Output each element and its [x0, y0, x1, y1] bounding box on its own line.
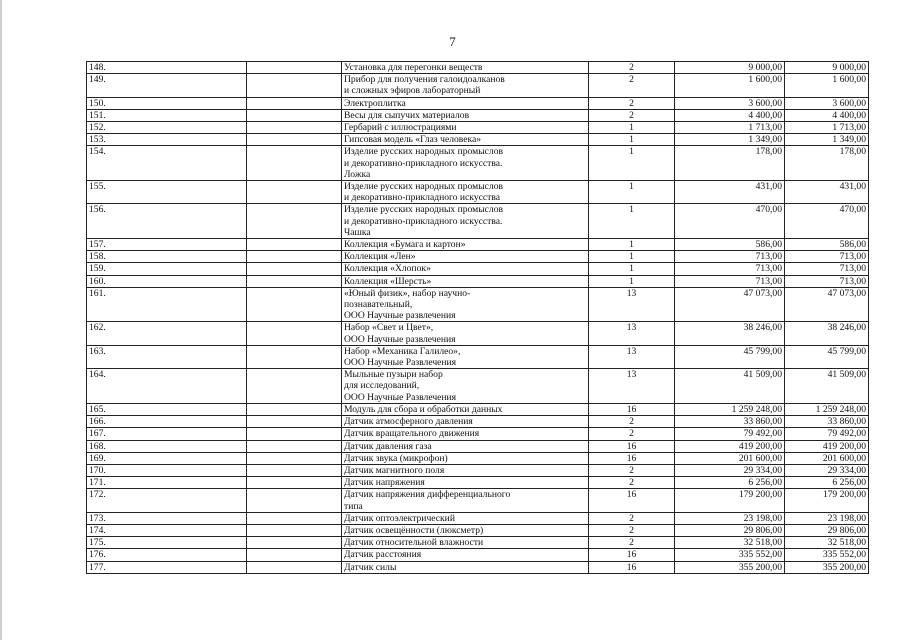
unit-price-cell: 29 806,00 [675, 524, 785, 536]
row-number-cell: 159. [87, 263, 247, 275]
quantity-cell: 1 [589, 134, 675, 146]
page-number: 7 [449, 34, 456, 49]
row-number-cell: 168. [87, 440, 247, 452]
row-number-cell: 167. [87, 428, 247, 440]
row-number-cell: 157. [87, 239, 247, 251]
table-row [87, 440, 869, 452]
unit-price-cell: 1 600,00 [675, 74, 785, 97]
empty-cell [247, 464, 342, 476]
row-number-cell: 158. [87, 251, 247, 263]
unit-price-cell: 201 600,00 [675, 452, 785, 464]
empty-cell [247, 403, 342, 415]
row-number-cell: 172. [87, 489, 247, 512]
empty-cell [247, 287, 342, 322]
quantity-cell: 2 [589, 109, 675, 121]
unit-price-cell: 335 552,00 [675, 549, 785, 561]
total-cost-cell: 355 200,00 [785, 561, 869, 573]
table-row [87, 561, 869, 573]
unit-price-cell: 713,00 [675, 275, 785, 287]
empty-cell [247, 74, 342, 97]
unit-price-cell: 32 518,00 [675, 537, 785, 549]
total-cost-cell: 41 509,00 [785, 369, 869, 404]
total-cost-cell: 713,00 [785, 275, 869, 287]
unit-price-cell: 33 860,00 [675, 416, 785, 428]
row-number-cell: 154. [87, 146, 247, 181]
item-name-cell: Весы для сыпучих материалов [342, 109, 589, 121]
quantity-cell: 13 [589, 345, 675, 368]
row-number-cell: 163. [87, 345, 247, 368]
empty-cell [247, 428, 342, 440]
empty-cell [247, 134, 342, 146]
quantity-cell: 16 [589, 549, 675, 561]
quantity-cell: 2 [589, 416, 675, 428]
total-cost-cell: 1 600,00 [785, 74, 869, 97]
table-row [87, 287, 869, 322]
item-name-cell: Гербарий с иллюстрациями [342, 122, 589, 134]
item-name-cell: Коллекция «Шерсть» [342, 275, 589, 287]
item-name-cell: Установка для перегонки веществ [342, 62, 589, 74]
empty-cell [247, 549, 342, 561]
empty-cell [247, 239, 342, 251]
total-cost-cell: 4 400,00 [785, 109, 869, 121]
item-name-cell: Мыльные пузыри набор для исследований, ООО Научные Развлечения [342, 369, 589, 404]
table-row [87, 275, 869, 287]
table-row [87, 239, 869, 251]
quantity-cell: 13 [589, 322, 675, 345]
quantity-cell: 16 [589, 452, 675, 464]
row-number-cell: 150. [87, 97, 247, 109]
quantity-cell: 13 [589, 369, 675, 404]
row-number-cell: 155. [87, 181, 247, 204]
unit-price-cell: 1 349,00 [675, 134, 785, 146]
item-name-cell: Модуль для сбора и обработки данных [342, 403, 589, 415]
empty-cell [247, 204, 342, 239]
empty-cell [247, 524, 342, 536]
table-row [87, 537, 869, 549]
table-row [87, 109, 869, 121]
empty-cell [247, 97, 342, 109]
unit-price-cell: 355 200,00 [675, 561, 785, 573]
empty-cell [247, 416, 342, 428]
total-cost-cell: 586,00 [785, 239, 869, 251]
quantity-cell: 2 [589, 477, 675, 489]
table-row [87, 134, 869, 146]
total-cost-cell: 23 198,00 [785, 512, 869, 524]
row-number-cell: 177. [87, 561, 247, 573]
item-name-cell: Коллекция «Хлопок» [342, 263, 589, 275]
item-name-cell: Набор «Свет и Цвет», ООО Научные развлечения [342, 322, 589, 345]
quantity-cell: 2 [589, 74, 675, 97]
quantity-cell: 2 [589, 428, 675, 440]
table-row [87, 549, 869, 561]
quantity-cell: 1 [589, 204, 675, 239]
total-cost-cell: 470,00 [785, 204, 869, 239]
total-cost-cell: 29 806,00 [785, 524, 869, 536]
item-name-cell: Изделие русских народных промыслов и декоративно-прикладного искусства. Чашка [342, 204, 589, 239]
table-row [87, 322, 869, 345]
total-cost-cell: 1 349,00 [785, 134, 869, 146]
row-number-cell: 176. [87, 549, 247, 561]
item-name-cell: Изделие русских народных промыслов и декоративно-прикладного искусства [342, 181, 589, 204]
total-cost-cell: 29 334,00 [785, 464, 869, 476]
unit-price-cell: 470,00 [675, 204, 785, 239]
row-number-cell: 165. [87, 403, 247, 415]
table-row [87, 428, 869, 440]
item-name-cell: Датчик оптоэлектрический [342, 512, 589, 524]
quantity-cell: 1 [589, 181, 675, 204]
item-name-cell: Датчик вращательного движения [342, 428, 589, 440]
item-name-cell: Коллекция «Бумага и картон» [342, 239, 589, 251]
total-cost-cell: 419 200,00 [785, 440, 869, 452]
quantity-cell: 2 [589, 512, 675, 524]
empty-cell [247, 477, 342, 489]
row-number-cell: 149. [87, 74, 247, 97]
item-name-cell: Датчик напряжения [342, 477, 589, 489]
total-cost-cell: 45 799,00 [785, 345, 869, 368]
inventory-table [86, 61, 869, 574]
total-cost-cell: 38 246,00 [785, 322, 869, 345]
table-row [87, 477, 869, 489]
empty-cell [247, 489, 342, 512]
row-number-cell: 160. [87, 275, 247, 287]
item-name-cell: Датчик атмосферного давления [342, 416, 589, 428]
unit-price-cell: 419 200,00 [675, 440, 785, 452]
unit-price-cell: 1 259 248,00 [675, 403, 785, 415]
quantity-cell: 1 [589, 275, 675, 287]
total-cost-cell: 178,00 [785, 146, 869, 181]
quantity-cell: 1 [589, 263, 675, 275]
empty-cell [247, 263, 342, 275]
unit-price-cell: 179 200,00 [675, 489, 785, 512]
total-cost-cell: 713,00 [785, 251, 869, 263]
quantity-cell: 2 [589, 537, 675, 549]
row-number-cell: 152. [87, 122, 247, 134]
unit-price-cell: 4 400,00 [675, 109, 785, 121]
table-row [87, 97, 869, 109]
quantity-cell: 2 [589, 62, 675, 74]
quantity-cell: 16 [589, 489, 675, 512]
unit-price-cell: 79 492,00 [675, 428, 785, 440]
table-row [87, 524, 869, 536]
item-name-cell: Гипсовая модель «Глаз человека» [342, 134, 589, 146]
item-name-cell: Датчик звука (микрофон) [342, 452, 589, 464]
empty-cell [247, 322, 342, 345]
table-row [87, 122, 869, 134]
quantity-cell: 16 [589, 403, 675, 415]
quantity-cell: 13 [589, 287, 675, 322]
unit-price-cell: 713,00 [675, 251, 785, 263]
unit-price-cell: 586,00 [675, 239, 785, 251]
quantity-cell: 1 [589, 122, 675, 134]
unit-price-cell: 38 246,00 [675, 322, 785, 345]
unit-price-cell: 713,00 [675, 263, 785, 275]
unit-price-cell: 9 000,00 [675, 62, 785, 74]
total-cost-cell: 33 860,00 [785, 416, 869, 428]
table-row [87, 146, 869, 181]
quantity-cell: 1 [589, 239, 675, 251]
scan-edge [0, 0, 2, 640]
empty-cell [247, 181, 342, 204]
empty-cell [247, 122, 342, 134]
row-number-cell: 148. [87, 62, 247, 74]
item-name-cell: Датчик давления газа [342, 440, 589, 452]
item-name-cell: Датчик освещённости (люксметр) [342, 524, 589, 536]
table-row [87, 403, 869, 415]
row-number-cell: 173. [87, 512, 247, 524]
table-row [87, 181, 869, 204]
unit-price-cell: 41 509,00 [675, 369, 785, 404]
total-cost-cell: 335 552,00 [785, 549, 869, 561]
item-name-cell: Датчик относительной влажности [342, 537, 589, 549]
quantity-cell: 1 [589, 251, 675, 263]
total-cost-cell: 1 713,00 [785, 122, 869, 134]
unit-price-cell: 3 600,00 [675, 97, 785, 109]
total-cost-cell: 9 000,00 [785, 62, 869, 74]
row-number-cell: 161. [87, 287, 247, 322]
unit-price-cell: 47 073,00 [675, 287, 785, 322]
item-name-cell: Изделие русских народных промыслов и декоративно-прикладного искусства. Ложка [342, 146, 589, 181]
empty-cell [247, 62, 342, 74]
unit-price-cell: 178,00 [675, 146, 785, 181]
item-name-cell: Электроплитка [342, 97, 589, 109]
quantity-cell: 2 [589, 524, 675, 536]
item-name-cell: Датчик силы [342, 561, 589, 573]
table-row [87, 345, 869, 368]
empty-cell [247, 251, 342, 263]
total-cost-cell: 3 600,00 [785, 97, 869, 109]
total-cost-cell: 431,00 [785, 181, 869, 204]
unit-price-cell: 45 799,00 [675, 345, 785, 368]
item-name-cell: Датчик расстояния [342, 549, 589, 561]
table-row [87, 62, 869, 74]
item-name-cell: Датчик магнитного поля [342, 464, 589, 476]
item-name-cell: Прибор для получения галоидоалканов и сложных эфиров лабораторный [342, 74, 589, 97]
item-name-cell: Коллекция «Лен» [342, 251, 589, 263]
table-row [87, 416, 869, 428]
row-number-cell: 153. [87, 134, 247, 146]
unit-price-cell: 29 334,00 [675, 464, 785, 476]
empty-cell [247, 561, 342, 573]
row-number-cell: 151. [87, 109, 247, 121]
empty-cell [247, 275, 342, 287]
item-name-cell: «Юный физик», набор научно- познавательный, ООО Научные развлечения [342, 287, 589, 322]
table-row [87, 512, 869, 524]
empty-cell [247, 452, 342, 464]
inventory-table-body [87, 62, 869, 574]
total-cost-cell: 1 259 248,00 [785, 403, 869, 415]
empty-cell [247, 345, 342, 368]
item-name-cell: Набор «Механика Галилео», ООО Научные Развлечения [342, 345, 589, 368]
table-row [87, 464, 869, 476]
empty-cell [247, 369, 342, 404]
total-cost-cell: 201 600,00 [785, 452, 869, 464]
table-row [87, 204, 869, 239]
table-row [87, 489, 869, 512]
quantity-cell: 16 [589, 440, 675, 452]
empty-cell [247, 146, 342, 181]
table-row [87, 251, 869, 263]
table-row [87, 369, 869, 404]
unit-price-cell: 23 198,00 [675, 512, 785, 524]
item-name-cell: Датчик напряжения дифференциального типа [342, 489, 589, 512]
empty-cell [247, 512, 342, 524]
empty-cell [247, 109, 342, 121]
empty-cell [247, 537, 342, 549]
row-number-cell: 162. [87, 322, 247, 345]
unit-price-cell: 1 713,00 [675, 122, 785, 134]
total-cost-cell: 179 200,00 [785, 489, 869, 512]
unit-price-cell: 6 256,00 [675, 477, 785, 489]
row-number-cell: 174. [87, 524, 247, 536]
row-number-cell: 169. [87, 452, 247, 464]
row-number-cell: 166. [87, 416, 247, 428]
total-cost-cell: 32 518,00 [785, 537, 869, 549]
total-cost-cell: 713,00 [785, 263, 869, 275]
row-number-cell: 164. [87, 369, 247, 404]
table-row [87, 452, 869, 464]
row-number-cell: 171. [87, 477, 247, 489]
quantity-cell: 1 [589, 146, 675, 181]
quantity-cell: 16 [589, 561, 675, 573]
empty-cell [247, 440, 342, 452]
table-row [87, 263, 869, 275]
row-number-cell: 156. [87, 204, 247, 239]
row-number-cell: 170. [87, 464, 247, 476]
quantity-cell: 2 [589, 464, 675, 476]
quantity-cell: 2 [589, 97, 675, 109]
total-cost-cell: 6 256,00 [785, 477, 869, 489]
table-row [87, 74, 869, 97]
total-cost-cell: 47 073,00 [785, 287, 869, 322]
unit-price-cell: 431,00 [675, 181, 785, 204]
row-number-cell: 175. [87, 537, 247, 549]
total-cost-cell: 79 492,00 [785, 428, 869, 440]
